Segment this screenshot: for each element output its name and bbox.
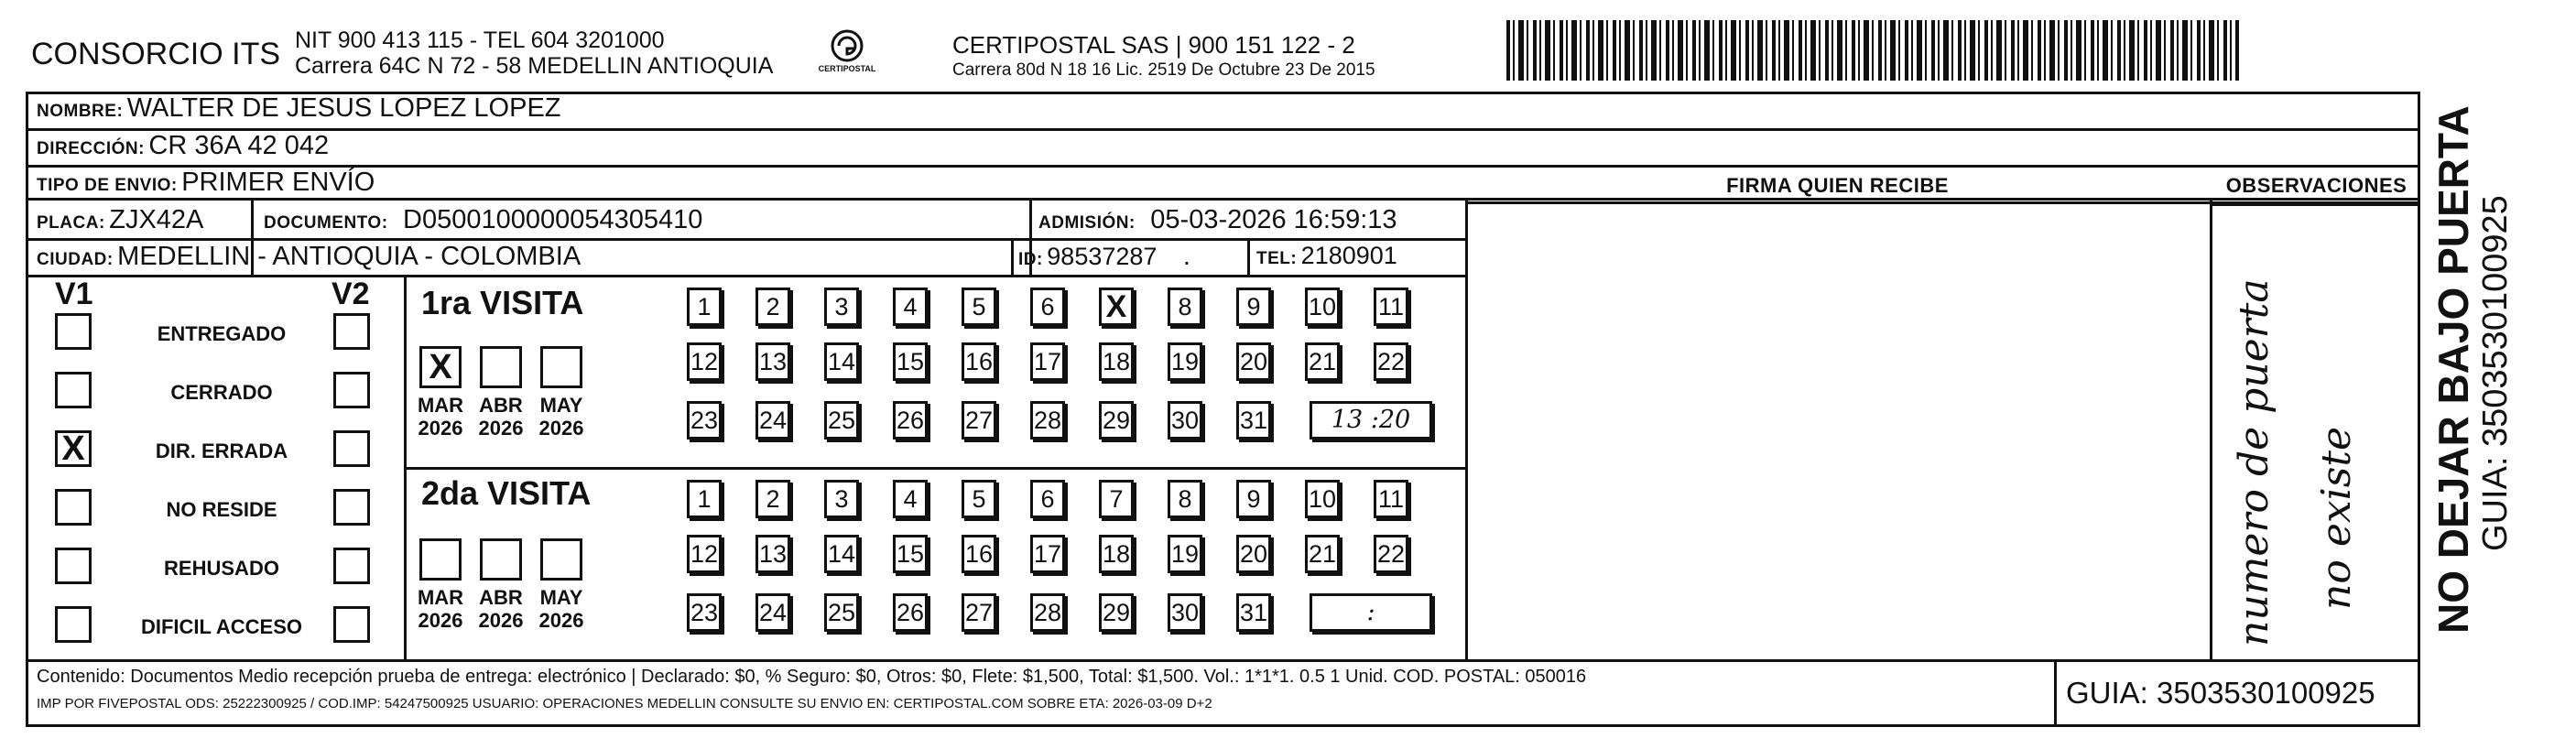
visit2-area-day-31[interactable]: 31 [1236, 593, 1271, 632]
visit1-area-day-29[interactable]: 29 [1099, 401, 1134, 440]
admision-field [1038, 205, 1397, 235]
nombre-value: WALTER DE JESUS LOPEZ LOPEZ [126, 93, 561, 123]
status-label-3: DIR. ERRADA [155, 440, 288, 462]
v2-checkbox-5[interactable] [333, 548, 370, 584]
visit1-area-day-14[interactable]: 14 [824, 342, 859, 381]
barcode [1506, 20, 2239, 81]
v1-checkbox-2[interactable] [55, 372, 92, 408]
v1-checkbox-mark: X [61, 429, 85, 468]
footer-impresion: IMP POR FIVEPOSTAL ODS: 25222300925 / COD.IMP: 54247500925 USUARIO: OPERACIONES MEDELLIN CONSULTE SU ENVIO EN: CERTIPOSTAL.COM SOBRE ETA: 2026-03-09 D+2 [37, 696, 1212, 711]
certipostal-address: Carrera 80d N 18 16 Lic. 2519 De Octubre 23 De 2015 [952, 60, 1375, 80]
certipostal-logo [815, 27, 879, 88]
visit1-area-day-11[interactable]: 11 [1374, 288, 1408, 326]
status-label-4: NO RESIDE [166, 498, 277, 521]
visit2-area-day-27[interactable]: 27 [962, 593, 996, 632]
visit2-area-day-29[interactable]: 29 [1099, 593, 1134, 632]
v2-header: V2 [332, 277, 370, 311]
visit2-area-day-8[interactable]: 8 [1168, 480, 1202, 518]
placa-label: PLACA: [37, 213, 105, 233]
direccion-value: CR 36A 42 042 [148, 131, 330, 160]
visit1-area-day-15[interactable]: 15 [893, 342, 928, 381]
firma-header: FIRMA QUIEN RECIBE [1726, 174, 1949, 197]
visit1-area-day-6[interactable]: 6 [1030, 288, 1065, 326]
visit2-area-day-10[interactable]: 10 [1305, 480, 1340, 518]
v1-checkbox-5[interactable] [55, 548, 92, 584]
visit2-area-day-2[interactable]: 2 [755, 480, 790, 518]
visit2-area-day-12[interactable]: 12 [687, 535, 722, 573]
logo-text: CERTIPOSTAL [818, 64, 876, 73]
visit2-area-day-13[interactable]: 13 [755, 535, 790, 573]
visit1-area-day-12[interactable]: 12 [687, 342, 722, 381]
visit2-area-day-25[interactable]: 25 [824, 593, 859, 632]
documento-field [264, 205, 702, 235]
visit2-area-day-5[interactable]: 5 [962, 480, 996, 518]
visit1-area-day-2[interactable]: 2 [755, 288, 790, 326]
visit2-area-month-label-2: ABR 2026 [478, 586, 524, 633]
visit1-area-time-box[interactable]: 13 :20 [1310, 401, 1432, 440]
status-label-1: ENTREGADO [157, 322, 287, 345]
visit2-area-month-box-1[interactable] [419, 538, 462, 581]
visit1-area-day-20[interactable]: 20 [1236, 342, 1271, 381]
visit2-area-time-box[interactable]: : [1310, 593, 1432, 632]
visit2-area-day-14[interactable]: 14 [824, 535, 859, 573]
day-mark: X [1105, 289, 1127, 324]
visit2-area-day-22[interactable]: 22 [1374, 535, 1408, 573]
tipo-envio-value: PRIMER ENVÍO [181, 168, 375, 197]
visit2-area-day-30[interactable]: 30 [1168, 593, 1202, 632]
direccion-row [37, 131, 329, 161]
tel-label: TEL: [1256, 249, 1298, 268]
no-dejar-bajo-puerta: NO DEJAR BAJO PUERTA [2429, 105, 2477, 634]
visit2-area-month-box-3[interactable] [540, 538, 582, 581]
visit2-area-day-15[interactable]: 15 [893, 535, 928, 573]
visit2-area-day-19[interactable]: 19 [1168, 535, 1202, 573]
visit1-title: 1ra VISITA [421, 284, 584, 321]
visit1-area-day-21[interactable]: 21 [1305, 342, 1340, 381]
ciudad-value: MEDELLIN - ANTIOQUIA - COLOMBIA [117, 242, 582, 271]
month-checkbox-mark: X [429, 348, 452, 386]
visit1-area-day-8[interactable]: 8 [1168, 288, 1202, 326]
visit1-area-day-10[interactable]: 10 [1305, 288, 1340, 326]
visit1-area-day-3[interactable]: 3 [824, 288, 859, 326]
visit1-area-month-label-2: ABR 2026 [478, 394, 524, 440]
visit1-area-day-17[interactable]: 17 [1030, 342, 1065, 381]
v2-checkbox-4[interactable] [333, 489, 370, 526]
visit2-area-month-label-3: MAY 2026 [538, 586, 584, 633]
visit1-area-day-24[interactable]: 24 [755, 401, 790, 440]
visit1-area-month-label-3: MAY 2026 [538, 394, 584, 440]
visit1-area-day-1[interactable]: 1 [687, 288, 722, 326]
v1-checkbox-1[interactable] [55, 313, 92, 350]
company-address: Carrera 64C N 72 - 58 MEDELLIN ANTIOQUIA [295, 53, 774, 79]
visit1-area-day-9[interactable]: 9 [1236, 288, 1271, 326]
visit1-area-day-4[interactable]: 4 [893, 288, 928, 326]
admision-value: 05-03-2026 16:59:13 [1150, 205, 1397, 234]
visit1-area-day-25[interactable]: 25 [824, 401, 859, 440]
ciudad-field [37, 242, 581, 272]
visit2-area-day-17[interactable]: 17 [1030, 535, 1065, 573]
placa-value: ZJX42A [109, 205, 204, 234]
tipo-envio-row [37, 168, 375, 198]
nombre-row [37, 93, 561, 128]
visit2-area-day-16[interactable]: 16 [962, 535, 996, 573]
company-name: CONSORCIO ITS [31, 37, 281, 71]
visit1-area-day-27[interactable]: 27 [962, 401, 996, 440]
visit1-area-month-box-2[interactable] [480, 346, 522, 388]
certipostal-name: CERTIPOSTAL SAS | 900 151 122 - 2 [952, 31, 1355, 59]
documento-value: D0500100000054305410 [403, 205, 703, 234]
direccion-label: DIRECCIÓN: [37, 139, 145, 158]
placa-field [37, 205, 203, 235]
visit2-area-day-9[interactable]: 9 [1236, 480, 1271, 518]
visit1-area-day-22[interactable]: 22 [1374, 342, 1408, 381]
visit2-area-month-label-1: MAR 2026 [417, 586, 464, 633]
visit2-area-day-6[interactable]: 6 [1030, 480, 1065, 518]
visit1-area-day-18[interactable]: 18 [1099, 342, 1134, 381]
visit1-area-day-30[interactable]: 30 [1168, 401, 1202, 440]
visit2-area-day-7[interactable]: 7 [1099, 480, 1134, 518]
v1-header: V1 [55, 277, 93, 311]
visit2-area-day-18[interactable]: 18 [1099, 535, 1134, 573]
observaciones-header: OBSERVACIONES [2225, 174, 2408, 197]
visit2-area-month-box-2[interactable] [480, 538, 522, 581]
visit1-area-day-16[interactable]: 16 [962, 342, 996, 381]
v2-checkbox-2[interactable] [333, 372, 370, 408]
side-guia: GUIA: 3503530100925 [2476, 195, 2515, 551]
visit2-area-day-4[interactable]: 4 [893, 480, 928, 518]
visit1-area-day-28[interactable]: 28 [1030, 401, 1065, 440]
visit1-area-month-label-1: MAR 2026 [417, 394, 464, 440]
ciudad-label: CIUDAD: [37, 250, 114, 269]
visit2-area-day-23[interactable]: 23 [687, 593, 722, 632]
visit2-area-day-11[interactable]: 11 [1374, 480, 1408, 518]
footer-guia: GUIA: 3503530100925 [2066, 676, 2375, 710]
visit2-area-day-24[interactable]: 24 [755, 593, 790, 632]
id-value: 98537287 [1047, 243, 1158, 270]
visit1-area-day-5[interactable]: 5 [962, 288, 996, 326]
visit2-area-day-26[interactable]: 26 [893, 593, 928, 632]
visit1-area-day-19[interactable]: 19 [1168, 342, 1202, 381]
visit1-area-month-box-1[interactable] [419, 346, 462, 388]
v1-checkbox-6[interactable] [55, 606, 92, 643]
nombre-label: NOMBRE: [37, 102, 124, 121]
handwritten-note-2: no existe [2313, 426, 2360, 610]
documento-label: DOCUMENTO: [264, 213, 388, 233]
id-label: ID: [1018, 250, 1043, 269]
visit2-area-day-1[interactable]: 1 [687, 480, 722, 518]
visit1-area-day-7[interactable] [1099, 288, 1134, 326]
v2-checkbox-3[interactable] [333, 430, 370, 467]
observaciones-area [2212, 207, 2420, 659]
visit1-area-day-31[interactable]: 31 [1236, 401, 1271, 440]
tel-field [1256, 242, 1397, 270]
header [0, 0, 2576, 92]
handwritten-note-1: numero de puerta [2231, 278, 2277, 646]
visit2-area-day-21[interactable]: 21 [1305, 535, 1340, 573]
visit1-area-day-23[interactable]: 23 [687, 401, 722, 440]
visit1-area-month-box-3[interactable] [540, 346, 582, 388]
visit2-area-day-20[interactable]: 20 [1236, 535, 1271, 573]
visit2-area-day-28[interactable]: 28 [1030, 593, 1065, 632]
status-label-6: DIFICIL ACCESO [140, 615, 302, 638]
id-dot: . [1182, 242, 1190, 271]
visit1-area-day-26[interactable]: 26 [893, 401, 928, 440]
admision-label: ADMISIÓN: [1038, 213, 1136, 233]
v1-checkbox-4[interactable] [55, 489, 92, 526]
v2-checkbox-1[interactable] [333, 313, 370, 350]
visit2-area-day-3[interactable]: 3 [824, 480, 859, 518]
tipo-envio-label: TIPO DE ENVIO: [37, 176, 178, 195]
id-field [1018, 242, 1190, 272]
tel-value: 2180901 [1300, 242, 1397, 269]
v1-checkbox-3[interactable] [55, 430, 92, 467]
status-label-2: CERRADO [170, 381, 273, 404]
visit1-area-day-13[interactable]: 13 [755, 342, 790, 381]
footer-contenido: Contenido: Documentos Medio recepción prueba de entrega: electrónico | Declarado: $0, % Seguro: $0, Otros: $0, Flete: $1,500, Total: $1,500. Vol.: 1*1*1. 0.5 1 Unid. COD. POSTAL: 050016 [37, 667, 1587, 687]
status-label-5: REHUSADO [164, 557, 279, 580]
visit2-title: 2da VISITA [421, 474, 592, 512]
company-nit-tel: NIT 900 413 115 - TEL 604 3201000 [295, 27, 665, 53]
v2-checkbox-6[interactable] [333, 606, 370, 643]
